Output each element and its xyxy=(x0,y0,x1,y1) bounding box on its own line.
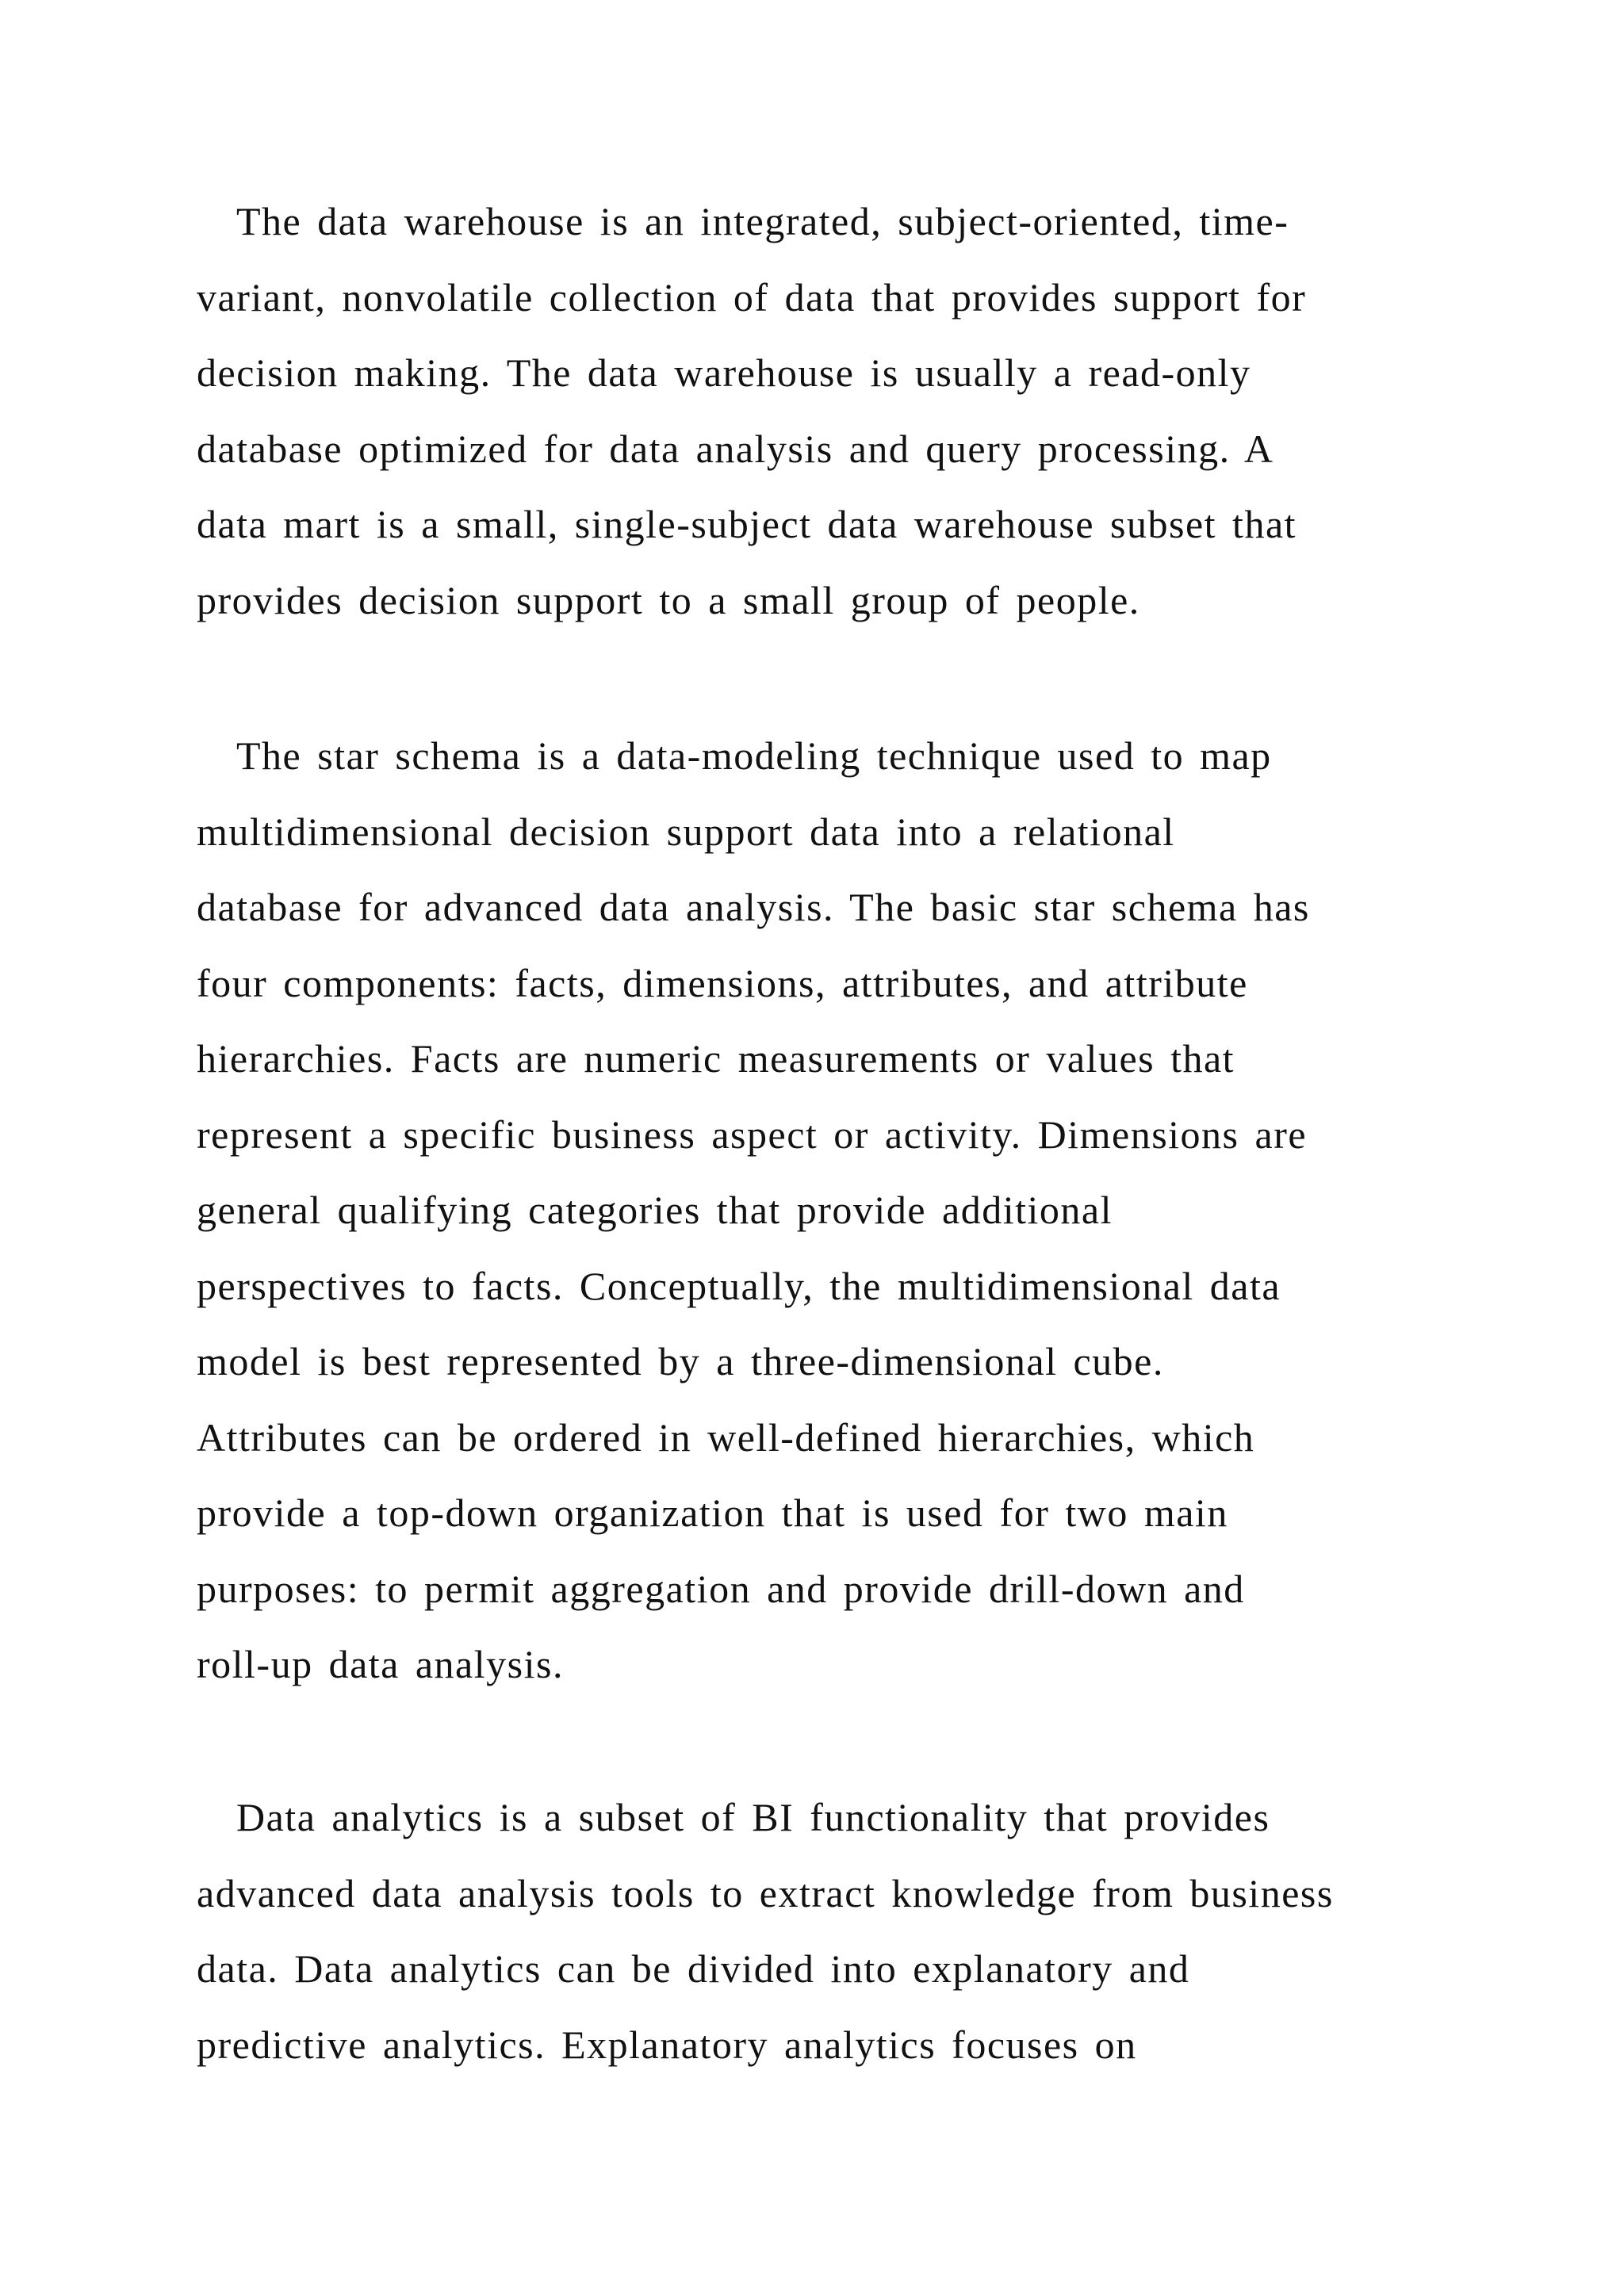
text-line: purposes: to permit aggregation and provide drill-down and xyxy=(197,1566,1245,1611)
text-line: model is best represented by a three-dimensional cube. xyxy=(197,1339,1164,1383)
text-line: multidimensional decision support data into a relational xyxy=(197,809,1175,854)
text-line: represent a specific business aspect or activity. Dimensions are xyxy=(197,1112,1308,1157)
text-line: perspectives to facts. Conceptually, the multidimensional data xyxy=(197,1263,1281,1308)
text-line: variant, nonvolatile collection of data that provides support for xyxy=(197,274,1307,320)
text-line: decision making. The data warehouse is usually a read-only xyxy=(197,350,1251,395)
paragraph-data-warehouse xyxy=(197,184,1481,638)
text-line: four components: facts, dimensions, attributes, and attribute xyxy=(197,960,1248,1005)
text-line: database for advanced data analysis. The basic star schema has xyxy=(197,885,1310,929)
text-line: The data warehouse is an integrated, subject-oriented, time- xyxy=(236,199,1289,243)
text-line: general qualifying categories that provide additional xyxy=(197,1188,1113,1232)
text-line: The star schema is a data-modeling technique used to map xyxy=(236,733,1272,778)
text-line: Data analytics is a subset of BI functionality that provides xyxy=(236,1795,1270,1839)
text-line: provide a top-down organization that is used for two main xyxy=(197,1490,1228,1535)
text-line: data mart is a small, single-subject data warehouse subset that xyxy=(197,502,1297,546)
paragraph-data-analytics xyxy=(197,1780,1481,2083)
paragraph-star-schema xyxy=(197,718,1481,1703)
text-line: database optimized for data analysis and query processing. A xyxy=(197,426,1274,471)
text-line: predictive analytics. Explanatory analytics focuses on xyxy=(197,2022,1137,2067)
text-line: data. Data analytics can be divided into explanatory and xyxy=(197,1946,1190,1991)
text-line: Attributes can be ordered in well-defined hierarchies, which xyxy=(197,1414,1255,1460)
text-line: provides decision support to a small group of people. xyxy=(197,577,1140,622)
text-line: roll-up data analysis. xyxy=(197,1642,564,1686)
text-line: hierarchies. Facts are numeric measurements or values that xyxy=(197,1036,1235,1081)
text-line: advanced data analysis tools to extract knowledge from business xyxy=(197,1870,1334,1915)
